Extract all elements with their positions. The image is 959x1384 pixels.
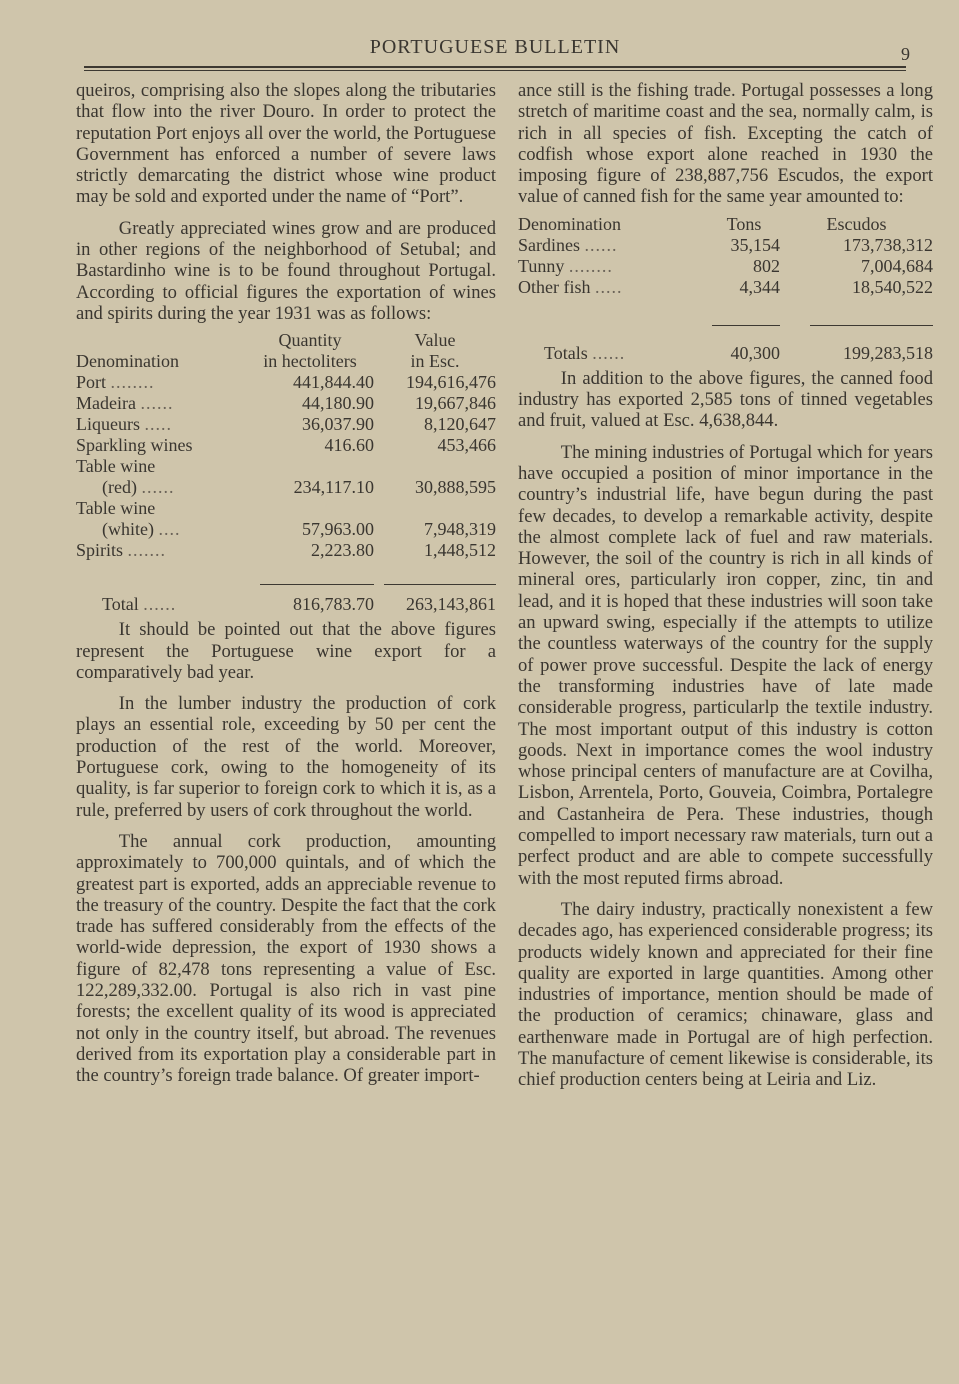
column-header: Tons (726, 213, 762, 234)
table-row (76, 477, 496, 498)
tons-cell: 4,344 (739, 276, 780, 297)
column-header: Escudos (826, 213, 887, 234)
escudos-cell: 18,540,522 (852, 276, 933, 297)
total-tons: 40,300 (730, 342, 780, 363)
row-label: (white) (102, 519, 154, 540)
value-cell: 194,616,476 (406, 372, 496, 393)
total-rule-row (76, 561, 496, 594)
row-label: Sparkling wines (76, 435, 193, 456)
row-label: Liqueurs (76, 414, 140, 435)
quantity-cell: 2,223.80 (311, 540, 374, 561)
paragraph-port-region: queiros, comprising also the slopes along the tributaries that flow into the river Douro. In order to protect the reputation Port enjoys all over the world, the Portuguese Government has enforced a number of severe laws strictly demarcating the district whose wine product may be sold and exported under the name of “Port”. (76, 80, 496, 208)
column-header: Value (414, 330, 456, 351)
table-row (76, 456, 496, 477)
header-rule-bottom (84, 70, 906, 71)
table-row (518, 256, 933, 277)
quantity-cell: 36,037.90 (302, 414, 374, 435)
publication-title: PORTUGUESE BULLETIN (369, 36, 621, 58)
page-number: 9 (901, 44, 910, 64)
leader-dots: ........ (568, 255, 613, 276)
leader-dots: ..... (144, 414, 172, 435)
table-row (76, 372, 496, 393)
column-header: Denomination (76, 351, 179, 372)
row-label: Sardines (518, 234, 580, 255)
total-row (76, 594, 496, 615)
leader-dots: ...... (141, 477, 175, 498)
quantity-cell: 57,963.00 (302, 519, 374, 540)
leader-dots: ...... (143, 594, 177, 615)
tons-cell: 35,154 (730, 234, 780, 255)
leader-dots: ...... (584, 234, 618, 255)
table-header-row (518, 214, 933, 235)
header-rule-top (84, 66, 906, 68)
leader-dots: ....... (127, 540, 167, 561)
table-row (76, 540, 496, 561)
total-escudos: 199,283,518 (843, 342, 933, 363)
quantity-cell: 416.60 (324, 435, 374, 456)
table-row (76, 498, 496, 519)
paragraph-cork-production: The annual cork production, amounting approximately to 700,000 quintals, and of which the greatest part is exported, adds an appreciable revenue to the treasury of the country. Despite the fact that the cork trade has suffered considerably from the effects of the world-wide depression, the export of 1930 shows a figure of 82,478 tons representing a value of Esc. 122,289,332.00. Portugal is also rich in vast pine forests; the excellent quality of its wood is appreciated not only in the country itself, but abroad. The revenues derived from its exportation play a considerable part in the country’s foreign trade balance. Of greater import- (76, 830, 496, 1087)
total-rule (810, 325, 933, 326)
row-label: Tunny (518, 255, 565, 276)
leader-dots: ........ (110, 372, 155, 393)
leader-dots: ...... (140, 393, 174, 414)
total-quantity: 816,783.70 (293, 594, 374, 615)
table-row (76, 519, 496, 540)
value-cell: 453,466 (437, 435, 496, 456)
column-header: Denomination (518, 213, 621, 234)
column-header: in hectoliters (263, 351, 357, 372)
leader-dots: .... (158, 519, 181, 540)
row-label: Other fish (518, 276, 591, 297)
total-rule (384, 584, 496, 585)
value-cell: 8,120,647 (424, 414, 496, 435)
table-row (518, 235, 933, 256)
row-label: Madeira (76, 393, 136, 414)
table-row (76, 393, 496, 414)
row-label: Table wine (76, 498, 156, 519)
page-header (80, 36, 910, 70)
total-rule-row (518, 298, 933, 343)
value-cell: 1,448,512 (424, 540, 496, 561)
row-label: Spirits (76, 540, 124, 561)
column-header: in Esc. (410, 351, 460, 372)
column-header: Quantity (278, 330, 342, 351)
wine-export-table (76, 330, 496, 615)
left-column (76, 80, 496, 1087)
row-label: Port (76, 372, 107, 393)
escudos-cell: 7,004,684 (861, 255, 933, 276)
paragraph-mining-industries: The mining industries of Portugal which for years have occupied a position of minor importance in the country’s industrial life, have begun during the past few decades, to develop a remarkable activity, despite the almost complete lack of fuel and raw materials. However, the soil of the country is rich in all kinds of mineral ores, particularly iron copper, zinc, tin and lead, and it is hoped that these industries will soon take an upward swing, especially if the attempts to utilize the countless waterways of the country for the supply of power prove successful. Despite the lack of energy the transforming industries have of late made considerable progress, particularlp the textile industry. The most important output of this industry is cotton goods. Next in importance comes the wool industry whose principal centers of manufacture are at Covilha, Lisbon, Arrentela, Porto, Gouveia, Coimbra, Portalegre and Castanheira de Pera. These industries, though compelled to import necessary raw materials, turn out a perfect product and are able to compete successfully with the most reputed firms abroad. (518, 441, 933, 889)
leader-dots: ..... (594, 276, 623, 297)
fish-export-table (518, 214, 933, 364)
value-cell: 19,667,846 (415, 393, 496, 414)
tons-cell: 802 (753, 255, 780, 276)
total-rule (712, 325, 780, 326)
paragraph-bad-year: It should be pointed out that the above figures represent the Portuguese wine export for a comparatively bad year. (76, 619, 496, 683)
paragraph-dairy-industry: The dairy industry, practically nonexistent a few decades ago, has experienced considerable progress; its products widely known and appreciated for their fine quality are exported in large quantities. Among other industries of importance, mention should be made of the production of ceramics; chinaware, glass and earthenware made in Portugal are of high perfection. The manufacture of cement likewise is considerable, its chief production centers being at Leiria and Liz. (518, 898, 933, 1091)
total-label: Total (102, 594, 139, 615)
row-label: Table wine (76, 456, 156, 477)
table-header-row (76, 351, 496, 372)
table-row (518, 277, 933, 298)
value-cell: 7,948,319 (424, 519, 496, 540)
total-label: Totals (544, 342, 588, 363)
total-row (518, 343, 933, 364)
quantity-cell: 441,844.40 (293, 372, 374, 393)
table-row (76, 414, 496, 435)
paragraph-other-wines: Greatly appreciated wines grow and are produced in other regions of the neighborhood of Setubal; and Bastardinho wine is to be found throughout Portugal. According to official figures the exportation of wines and spirits during the year 1931 was as follows: (76, 217, 496, 324)
total-value: 263,143,861 (406, 594, 496, 615)
escudos-cell: 173,738,312 (843, 234, 933, 255)
quantity-cell: 234,117.10 (293, 477, 374, 498)
paragraph-fishing-trade: ance still is the fishing trade. Portugal possesses a long stretch of maritime coast and the sea, normally calm, is rich in all species of fish. Excepting the catch of codfish whose export alone reached in 1930 the imposing figure of 238,887,756 Escudos, the export value of canned fish for the same year amounted to: (518, 80, 933, 208)
paragraph-cork-industry: In the lumber industry the production of cork plays an essential role, exceeding by 50 per cent the production of the rest of the world. Moreover, Portuguese cork, owing to the homogeneity of its quality, is far superior to foreign cork to which it is, as a rule, preferred by users of cork throughout the world. (76, 693, 496, 821)
quantity-cell: 44,180.90 (302, 393, 374, 414)
row-label: (red) (102, 477, 137, 498)
right-column (518, 80, 933, 1091)
total-rule (260, 584, 374, 585)
table-row (76, 435, 496, 456)
paragraph-canned-food: In addition to the above figures, the canned food industry has exported 2,585 tons of tinned vegetables and fruit, valued at Esc. 4,638,844. (518, 367, 933, 432)
table-header-row (76, 330, 496, 351)
leader-dots: ...... (592, 342, 626, 363)
value-cell: 30,888,595 (415, 477, 496, 498)
